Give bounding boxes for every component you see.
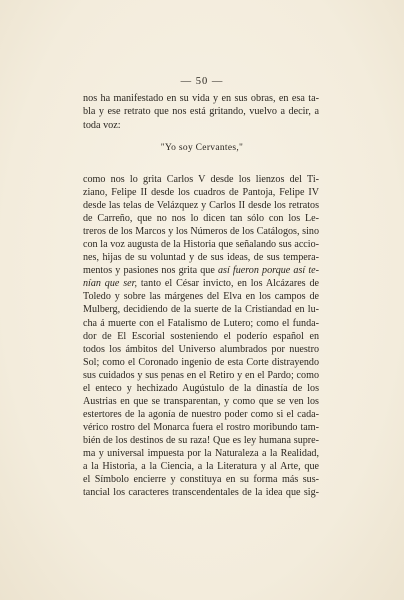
text-line: de Carreño, que no nos lo dicen tan sólo con los Le- <box>83 213 319 225</box>
text-line-with-italic <box>83 264 319 277</box>
text-line: dor de El Escorial sosteniendo el poderío español en <box>83 330 319 342</box>
text-line: vérico rostro del Monarca fuera el rostro moribundo tam- <box>83 421 319 433</box>
text-line: cha á muerte con el Fatalismo de Lutero; como el funda- <box>83 317 319 329</box>
text-line: el enteco y hechizado Augústulo de la dinastía de los <box>83 382 319 394</box>
text-line: a la Historia, a la Ciencia, a la Literatura y al Arte, que <box>83 461 319 473</box>
text-line: Mulberg, decidiendo de la suerte de la Cristiandad en lu- <box>83 304 319 316</box>
text-line: bla y ese retrato que nos está gritando, vuelvo a decir, a <box>83 106 319 118</box>
text-line: con la voz augusta de la Historia que señalando sus accio- <box>83 239 319 251</box>
paragraph-1 <box>83 92 319 132</box>
italic-phrase: nían que ser, <box>83 278 137 290</box>
text-line: treros de los Marcos y los Números de los Catálogos, sino <box>83 226 319 238</box>
text-line: todos los ámbitos del Universo alumbrados por nuestro <box>83 343 319 355</box>
text-line: nes, hijas de su voluntad y de sus ideas, de sus tempera- <box>83 252 319 264</box>
text-line: el Símbolo encierre y constituya en su forma más sus- <box>83 474 319 486</box>
text-fragment: mentos y pasiones nos grita que <box>83 265 218 277</box>
quote-line: "Yo soy Cervantes," <box>160 143 244 153</box>
text-line: toda voz: <box>83 119 121 131</box>
text-line: ziano, Felipe II desde los cuadros de Pantoja, Felipe IV <box>83 187 319 199</box>
text-line: bién de los destinos de su raza! Que es ley humana supre- <box>83 434 319 446</box>
text-line: Sol; como el Coronado ingenio de esta Corte distrayendo <box>83 356 319 368</box>
page-number: — 50 — <box>180 76 224 87</box>
text-line: desde las telas de Velázquez y Carlos II desde los retratos <box>83 200 319 212</box>
text-line: sus cuidados y sus penas en el Retiro y en el Pardo; como <box>83 369 319 381</box>
text-line: como nos lo grita Carlos V desde los lienzos del Ti- <box>83 174 319 185</box>
text-line-with-italic <box>83 277 319 290</box>
text-line: tancial los caracteres transcendentales de la idea que sig- <box>83 487 319 499</box>
text-fragment: tanto el César invicto, en los Alcázares de <box>137 278 319 290</box>
paragraph-2 <box>83 173 319 499</box>
text-line: Toledo y sobre las márgenes del Elva en los campos de <box>83 291 319 303</box>
text-line: ma y universal impuesta por la Naturaleza a la Realidad, <box>83 447 319 459</box>
italic-phrase: así fueron porque así te- <box>217 265 320 277</box>
text-line: nos ha manifestado en su vida y en sus obras, en esa ta- <box>83 93 319 104</box>
text-line: estertores de la agonía de nuestro poder como si el cada- <box>83 408 319 420</box>
text-line: Austrias en que se transparentan, y como que se ven los <box>83 395 319 407</box>
